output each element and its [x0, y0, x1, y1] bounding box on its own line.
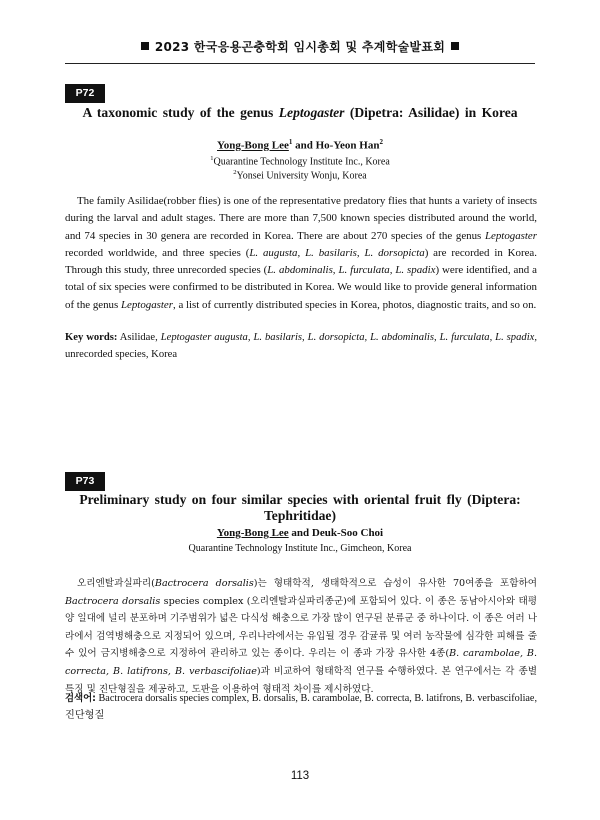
- abstract-taxon: Bactrocera dorsalis: [65, 595, 161, 607]
- abstract-taxon: B. carambolae, B. correcta, B. latifrons, B. verbascifoliae: [65, 648, 537, 677]
- abstract-taxon: L. augusta, L. basilaris, L. dorsopicta: [249, 246, 425, 259]
- abstract-text: 오리엔탈과실파리(: [77, 578, 155, 589]
- abstract-taxon: Bactrocera dorsalis: [154, 578, 254, 589]
- running-header: [65, 38, 535, 56]
- p73-affiliation: Quarantine Technology Institute Inc., Gimcheon, Korea: [188, 543, 412, 554]
- p72-authors: [60, 138, 540, 152]
- abstract-taxon: Leptogaster: [484, 229, 537, 242]
- p72-abstract: [65, 193, 537, 314]
- page-number: 113: [290, 770, 310, 782]
- keywords-text: unrecorded species, Korea: [65, 348, 178, 360]
- abstract-text: , a list of currently distributed species in Korea, photos, diagnostic traits, and so on.: [173, 298, 537, 311]
- header-title: 2023 한국응용곤충학회 임시총회 및 추계학술발표회: [154, 40, 446, 54]
- affiliation-text: Quarantine Technology Institute Inc., Korea: [213, 156, 390, 168]
- title-text: A taxonomic study of the genus: [82, 105, 279, 120]
- abstract-text: ) were identified, and a total of six species were confirmed to be distributed in Korea. We would like to provide general information of the genus: [65, 264, 537, 311]
- author-name: Ho-Yeon Han: [315, 139, 380, 152]
- affiliation-text: Yonsei University Wonju, Korea: [236, 170, 367, 182]
- poster-badge-p72: P72: [65, 84, 105, 103]
- affiliation-marker: 1: [288, 138, 293, 146]
- keywords-label: Key words:: [65, 332, 118, 343]
- keywords-label: 검색어:: [65, 693, 96, 704]
- abstract-text: )는 형태학적, 생태학적으로 습성이 유사한 70여종을 포함하여: [253, 578, 537, 589]
- p73-abstract: [65, 575, 537, 698]
- header-divider: [65, 63, 535, 64]
- title-text: (Dipetra: Asilidae) in Korea: [344, 105, 518, 120]
- keywords-text: Bactrocera dorsalis species complex, B. dorsalis, B. carambolae, B. correcta, B. latifrons, B. verbascifoliae, 진단형질: [65, 693, 537, 721]
- poster-badge-p73: P73: [65, 472, 105, 491]
- author-join: and: [292, 139, 316, 152]
- abstract-text: recorded worldwide, and three species (: [65, 246, 250, 259]
- affiliation-marker: 2: [233, 169, 237, 176]
- p73-authors: [60, 527, 540, 539]
- p73-keywords: [65, 690, 537, 724]
- p72-affiliation-2: [60, 166, 540, 182]
- abstract-text: )과 비교하여 형태학적 연구를 수행하였다. 본 연구에서는 각 종별 특징 및 진단형질을 제공하고, 도판을 이용하여 형태적 차이를 제시하였다.: [65, 665, 537, 695]
- keywords-taxa: Leptogaster augusta, L. basilaris, L. dorsopicta, L. abdominalis, L. furculata, L. spadix,: [160, 332, 537, 343]
- abstract-text: The family Asilidae(robber flies) is one of the representative predatory flies that hunts a variety of insects during the larval and adult stages. There are more than 7,500 known species distributed around the world, and 74 species in 30 genera are recorded in Korea. There are about 270 species of the genus: [65, 195, 537, 242]
- abstract-text: species complex (오리엔탈과실파리종군)에 포함되어 있다. 이 종은 동남아시아와 태평양 일대에 널리 분포하며 기주범위가 넓은 다식성 해충으로 가장 많이 연구된 분류군 중 하나이다. 이 종은 여러 나라에서 검역병해충으로 지정되어 있으며, 우리나라에서는 유입될 경우 감귤류 및 여러 농작물에 심각한 피해를 줄 수 있어 금지병해충으로 지정하여 관리하고 있는 종이다. 우리는 이 종과 가장 유사한 4종(: [65, 595, 537, 660]
- abstract-taxon: Leptogaster: [120, 298, 173, 311]
- abstract-text: ) are recorded in Korea. Through this study, three unrecorded species (: [65, 246, 537, 277]
- title-genus: Leptogaster: [278, 105, 345, 120]
- p72-title: [60, 105, 540, 121]
- square-bullet-icon: [141, 42, 149, 50]
- affiliation-marker: 2: [379, 138, 383, 146]
- abstract-taxon: L. abdominalis, L. furculata, L. spadix: [267, 264, 436, 277]
- square-bullet-icon: [451, 42, 459, 50]
- p73-title: Preliminary study on four similar species with oriental fruit fly (Diptera: Tephritidae): [79, 492, 521, 523]
- author-name: Yong-Bong Lee: [217, 139, 289, 152]
- author-join: and Deuk-Soo Choi: [288, 527, 384, 539]
- keywords-text: Asilidae,: [117, 332, 161, 343]
- affiliation-marker: 1: [210, 155, 214, 162]
- p72-keywords: [65, 330, 537, 363]
- author-name: Yong-Bong Lee: [216, 527, 289, 539]
